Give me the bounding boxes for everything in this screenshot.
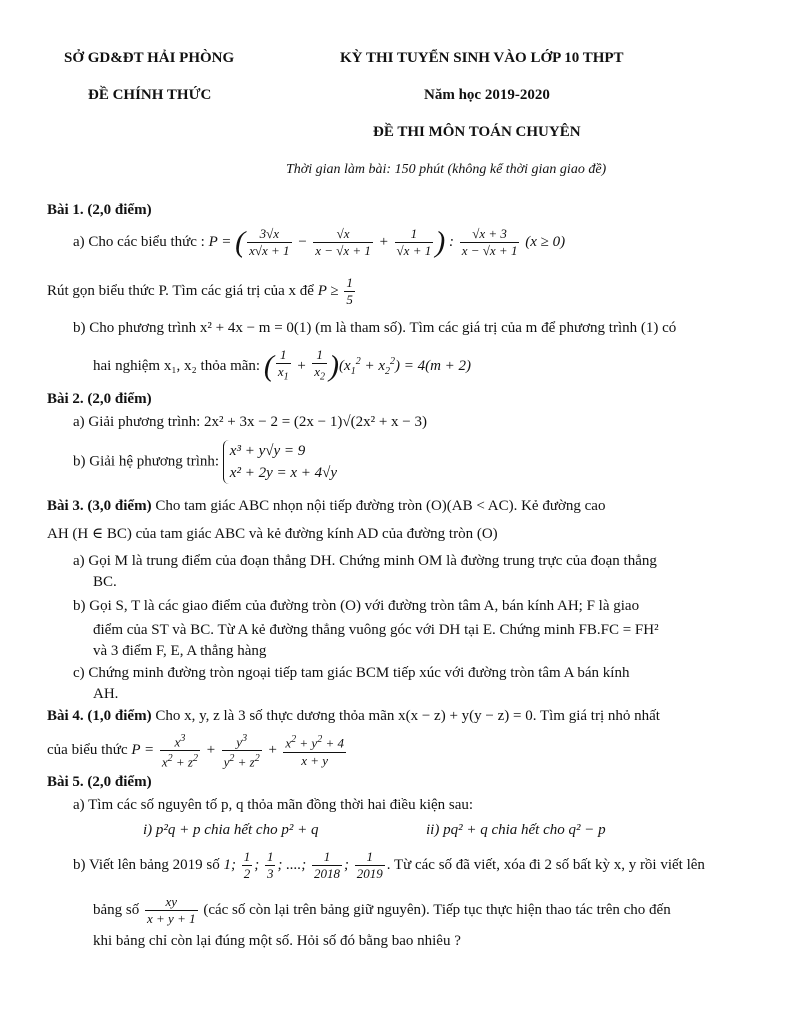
bai5-a: a) Tìm các số nguyên tố p, q thỏa mãn đồng thời hai điều kiện sau: <box>73 797 474 813</box>
bai5-b2-post: (các số còn lại trên bảng giữ nguyên). Tiếp tục thực hiện thao tác trên cho đến <box>203 902 671 918</box>
bai2-eq1: x³ + y√y = 9 <box>229 443 306 459</box>
official-label: ĐỀ CHÍNH THỨC <box>88 87 212 103</box>
bai4-intro-text: Cho x, y, z là 3 số thực dương thỏa mãn x(x − z) + y(y − z) = 0. Tìm giá trị nhỏ nhất <box>151 708 660 724</box>
bai2-b-text: b) Giải hệ phương trình: <box>73 453 220 470</box>
bai4-title: Bài 4. (1,0 điểm) <box>47 708 152 724</box>
bai1-p-condition: P ≥ $\frac{1}{5}$ <box>317 275 353 308</box>
bai3-intro1: Cho tam giác ABC nhọn nội tiếp đường tròn (O)(AB < AC). Kẻ đường cao <box>151 498 606 514</box>
bai4-intro <box>47 706 660 726</box>
bai5-sequence: 1; $\frac{1}{2}$ ; $\frac{1}{3}$ ; ....; $\frac{1}{2018}$ ; $\frac{1}{2019}$ <box>223 849 383 882</box>
bai4-p-expression: P = $\frac{x^3}{x^2 + z^2}$ + $\frac{y^3}{y^2 + z^2}$ + $\frac{x^2 + y^2 + 4}{x + y}$ <box>131 732 344 770</box>
bai1-a-text: a) Cho các biểu thức : <box>73 234 205 250</box>
bai2-b <box>73 440 337 484</box>
bai1-a-rest <box>47 273 357 309</box>
bai3-intro2: AH (H ∈ BC) của tam giác ABC và kẻ đường kính AD của đường tròn (O) <box>47 526 498 542</box>
bai3-c1: c) Chứng minh đường tròn ngoại tiếp tam giác BCM tiếp xúc với đường tròn tâm A bán kính <box>73 665 630 681</box>
bai3-b1: b) Gọi S, T là các giao điểm của đường tròn (O) với đường tròn tâm A, bán kính AH; F là giao <box>73 598 640 614</box>
bai1-p-expression: P = ( $\frac{3√x}{x√x + 1}$ − $\frac{√x}{x - √x + 1}$ + $\frac{1}{√x + 1}$ ) : $\frac{√x + 3}{x - √x + 1}$ (x ≥ 0) <box>208 225 566 259</box>
bai3-c2: AH. <box>93 686 119 702</box>
bai1-b-cont <box>93 342 471 392</box>
bai3-a2: BC. <box>93 574 117 590</box>
bai1-a <box>73 222 565 262</box>
bai2-system <box>223 440 337 484</box>
bai5-cond2: ii) pq² + q chia hết cho q² − p <box>426 822 606 838</box>
exam-title: KỲ THI TUYỂN SINH VÀO LỚP 10 THPT <box>340 50 624 66</box>
department-name: SỞ GD&ĐT HẢI PHÒNG <box>64 50 235 66</box>
bai5-cond1: i) p²q + p chia hết cho p² + q <box>143 822 319 838</box>
bai4-expression <box>47 728 348 772</box>
bai1-b-condition: ( $\frac{1}{x_1}$ + $\frac{1}{x_2}$ )$(x_1^2 + x_2^2) = 4(m + 2)$ <box>264 358 471 374</box>
bai2-eq2: x² + 2y = x + 4√y <box>229 465 338 481</box>
bai3-b3: và 3 điểm F, E, A thẳng hàng <box>93 643 267 659</box>
bai5-fraction: $\frac{xy}{x + y + 1}$ <box>147 894 196 927</box>
subject-title: ĐỀ THI MÔN TOÁN CHUYÊN <box>373 124 581 140</box>
time-note: Thời gian làm bài: 150 phút (không kể thời gian giao đề) <box>286 162 607 177</box>
bai5-b2 <box>93 888 671 932</box>
bai3-intro <box>47 496 605 516</box>
bai3-b2: điểm của ST và BC. Từ A kẻ đường thẳng vuông góc với DH tại E. Chứng minh FB.FC = FH² <box>93 622 659 638</box>
bai5-title: Bài 5. (2,0 điểm) <box>47 774 152 790</box>
bai1-title: Bài 1. (2,0 điểm) <box>47 202 152 218</box>
bai5-b2-pre: bảng số <box>93 902 140 918</box>
bai5-b <box>73 843 705 887</box>
bai5-b-after: . Từ các số đã viết, xóa đi 2 số bất kỳ x, y rồi viết lên <box>386 857 705 873</box>
bai4-expr-label: của biểu thức <box>47 742 128 758</box>
school-year: Năm học 2019-2020 <box>424 87 550 103</box>
bai5-b3: khi bảng chỉ còn lại đúng một số. Hỏi số đó bằng bao nhiêu ? <box>93 933 461 949</box>
bai1-b-cont-text: hai nghiệm x₁, x₂ thỏa mãn: <box>93 358 261 374</box>
bai2-title: Bài 2. (2,0 điểm) <box>47 391 152 407</box>
bai3-title: Bài 3. (3,0 điểm) <box>47 498 152 514</box>
bai1-a-rest-text: Rút gọn biểu thức P. Tìm các giá trị của x để <box>47 283 318 299</box>
bai1-b: b) Cho phương trình x² + 4x − m = 0(1) (m là tham số). Tìm các giá trị của m để phương trình (1) có <box>73 320 677 336</box>
bai5-b-text: b) Viết lên bảng 2019 số <box>73 857 220 873</box>
bai3-a1: a) Gọi M là trung điểm của đoạn thẳng DH. Chứng minh OM là đường trung trực của đoạn thẳng <box>73 553 657 569</box>
bai2-a: a) Giải phương trình: 2x² + 3x − 2 = (2x − 1)√(2x² + x − 3) <box>73 414 428 430</box>
